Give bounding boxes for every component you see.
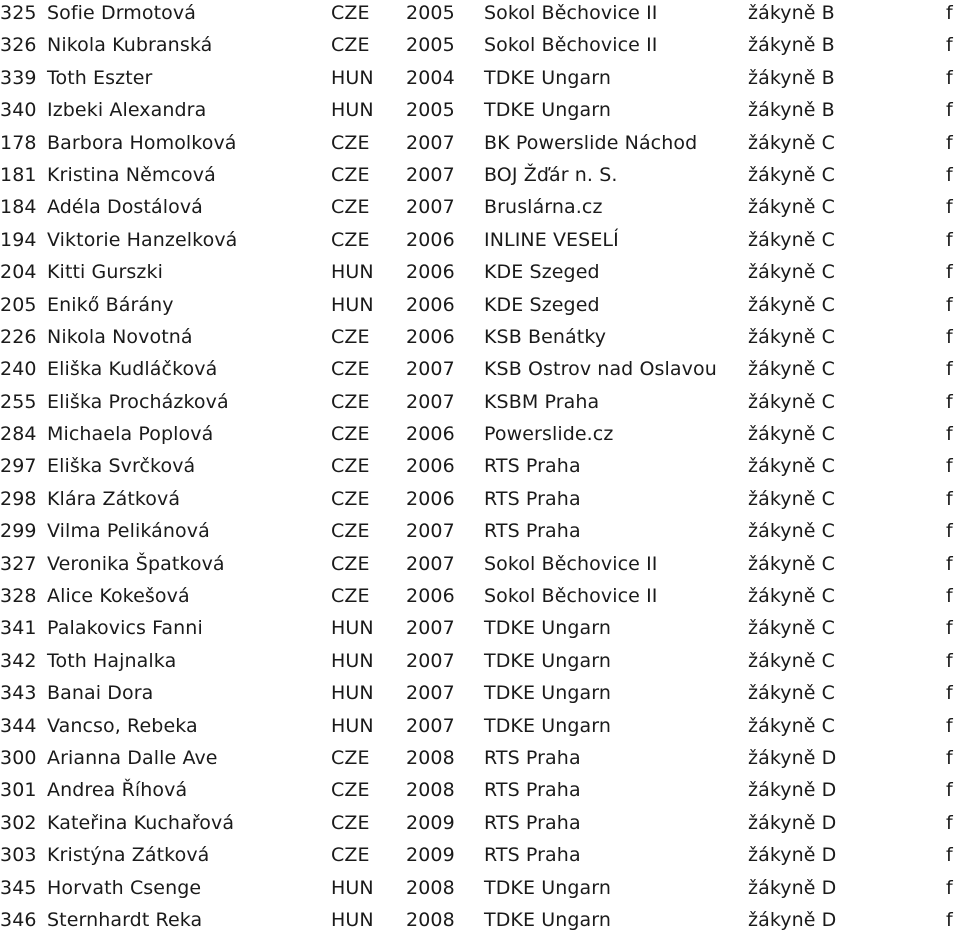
competitor-name: Sternhardt Reka (47, 908, 203, 931)
table-row (0, 810, 960, 842)
start-number: 181 (0, 163, 37, 186)
table-row (0, 162, 960, 194)
category: žákyně D (748, 779, 837, 802)
club-name: KSBM Praha (484, 390, 600, 413)
start-number: 300 (0, 746, 37, 769)
start-number: 339 (0, 66, 37, 89)
nationality: HUN (331, 99, 374, 122)
competitor-name: Sofie Drmotová (47, 2, 196, 24)
gender: f (946, 358, 953, 381)
gender: f (946, 196, 953, 219)
competitor-name: Nikola Novotná (47, 325, 193, 348)
start-number: 205 (0, 293, 37, 316)
competitor-name: Eliška Svrčková (47, 455, 196, 478)
table-row (0, 259, 960, 291)
club-name: Sokol Běchovice II (484, 34, 658, 57)
category: žákyně C (748, 228, 836, 251)
category: žákyně C (748, 682, 836, 705)
table-row (0, 583, 960, 615)
club-name: RTS Praha (484, 455, 581, 478)
start-number: 325 (0, 2, 37, 24)
birth-year: 2006 (406, 423, 455, 446)
category: žákyně B (748, 34, 835, 57)
start-number: 284 (0, 423, 37, 446)
start-number: 343 (0, 682, 37, 705)
table-row (0, 32, 960, 64)
gender: f (946, 876, 953, 899)
birth-year: 2007 (406, 196, 455, 219)
birth-year: 2006 (406, 261, 455, 284)
club-name: BOJ Žďár n. S. (484, 163, 618, 186)
club-name: TDKE Ungarn (484, 649, 612, 672)
birth-year: 2007 (406, 649, 455, 672)
nationality: CZE (331, 131, 370, 154)
birth-year: 2007 (406, 358, 455, 381)
category: žákyně C (748, 520, 836, 543)
birth-year: 2007 (406, 714, 455, 737)
table-row (0, 777, 960, 809)
category: žákyně D (748, 876, 837, 899)
nationality: CZE (331, 423, 370, 446)
gender: f (946, 552, 953, 575)
gender: f (946, 99, 953, 122)
birth-year: 2008 (406, 779, 455, 802)
club-name: RTS Praha (484, 487, 581, 510)
gender: f (946, 811, 953, 834)
nationality: HUN (331, 908, 374, 931)
gender: f (946, 779, 953, 802)
start-number: 328 (0, 585, 37, 608)
birth-year: 2006 (406, 455, 455, 478)
table-row (0, 713, 960, 745)
category: žákyně C (748, 131, 836, 154)
birth-year: 2008 (406, 876, 455, 899)
category: žákyně D (748, 811, 837, 834)
birth-year: 2007 (406, 163, 455, 186)
competitor-name: Vilma Pelikánová (47, 520, 210, 543)
nationality: HUN (331, 261, 374, 284)
competitor-name: Enikő Bárány (47, 293, 174, 316)
category: žákyně C (748, 196, 836, 219)
birth-year: 2005 (406, 99, 455, 122)
club-name: TDKE Ungarn (484, 908, 612, 931)
birth-year: 2007 (406, 131, 455, 154)
competitor-name: Vancso, Rebeka (47, 714, 198, 737)
club-name: KSB Ostrov nad Oslavou (484, 358, 717, 381)
competitor-name: Barbora Homolková (47, 131, 237, 154)
table-row (0, 292, 960, 324)
table-row (0, 453, 960, 485)
competitor-name: Nikola Kubranská (47, 34, 213, 57)
category: žákyně C (748, 455, 836, 478)
competitor-name: Andrea Říhová (47, 779, 188, 802)
club-name: TDKE Ungarn (484, 99, 612, 122)
competitor-name: Alice Kokešová (47, 585, 190, 608)
nationality: HUN (331, 682, 374, 705)
start-number: 178 (0, 131, 37, 154)
table-row (0, 842, 960, 874)
category: žákyně D (748, 746, 837, 769)
category: žákyně C (748, 358, 836, 381)
start-number: 327 (0, 552, 37, 575)
table-row (0, 389, 960, 421)
category: žákyně C (748, 261, 836, 284)
category: žákyně C (748, 423, 836, 446)
club-name: RTS Praha (484, 520, 581, 543)
start-number: 226 (0, 325, 37, 348)
table-row (0, 356, 960, 388)
table-row (0, 648, 960, 680)
nationality: CZE (331, 487, 370, 510)
category: žákyně C (748, 585, 836, 608)
gender: f (946, 908, 953, 931)
gender: f (946, 293, 953, 316)
nationality: HUN (331, 617, 374, 640)
nationality: CZE (331, 552, 370, 575)
club-name: TDKE Ungarn (484, 66, 612, 89)
gender: f (946, 2, 953, 24)
table-row (0, 227, 960, 259)
nationality: HUN (331, 714, 374, 737)
category: žákyně D (748, 908, 837, 931)
start-number: 342 (0, 649, 37, 672)
category: žákyně C (748, 649, 836, 672)
club-name: KSB Benátky (484, 325, 607, 348)
competitor-name: Banai Dora (47, 682, 154, 705)
table-row (0, 745, 960, 777)
birth-year: 2006 (406, 325, 455, 348)
category: žákyně C (748, 325, 836, 348)
gender: f (946, 228, 953, 251)
start-number: 303 (0, 844, 37, 867)
competitor-name: Eliška Kudláčková (47, 358, 218, 381)
club-name: TDKE Ungarn (484, 714, 612, 737)
club-name: RTS Praha (484, 746, 581, 769)
gender: f (946, 520, 953, 543)
competitor-name: Kristina Němcová (47, 163, 216, 186)
club-name: TDKE Ungarn (484, 682, 612, 705)
birth-year: 2006 (406, 228, 455, 251)
start-number: 346 (0, 908, 37, 931)
nationality: CZE (331, 844, 370, 867)
competitor-name: Viktorie Hanzelková (47, 228, 238, 251)
birth-year: 2009 (406, 844, 455, 867)
gender: f (946, 844, 953, 867)
club-name: RTS Praha (484, 844, 581, 867)
competitor-name: Adéla Dostálová (47, 196, 203, 219)
nationality: CZE (331, 358, 370, 381)
category: žákyně B (748, 99, 835, 122)
table-row (0, 194, 960, 226)
gender: f (946, 746, 953, 769)
birth-year: 2004 (406, 66, 455, 89)
gender: f (946, 487, 953, 510)
table-row (0, 615, 960, 647)
club-name: KDE Szeged (484, 293, 600, 316)
birth-year: 2005 (406, 2, 455, 24)
competitor-name: Klára Zátková (47, 487, 181, 510)
category: žákyně C (748, 163, 836, 186)
category: žákyně B (748, 2, 835, 24)
club-name: KDE Szeged (484, 261, 600, 284)
gender: f (946, 66, 953, 89)
gender: f (946, 261, 953, 284)
competitor-name: Palakovics Fanni (47, 617, 203, 640)
nationality: HUN (331, 66, 374, 89)
nationality: CZE (331, 779, 370, 802)
club-name: BK Powerslide Náchod (484, 131, 698, 154)
category: žákyně C (748, 714, 836, 737)
category: žákyně C (748, 552, 836, 575)
table-row (0, 97, 960, 129)
club-name: INLINE VESELÍ (484, 228, 619, 251)
table-row (0, 486, 960, 518)
start-number: 345 (0, 876, 37, 899)
nationality: CZE (331, 455, 370, 478)
competitor-name: Toth Hajnalka (47, 649, 177, 672)
start-number: 340 (0, 99, 37, 122)
birth-year: 2007 (406, 552, 455, 575)
start-number: 298 (0, 487, 37, 510)
nationality: CZE (331, 2, 370, 24)
competitor-name: Eliška Procházková (47, 390, 229, 413)
birth-year: 2006 (406, 585, 455, 608)
nationality: CZE (331, 585, 370, 608)
start-number: 204 (0, 261, 37, 284)
start-number: 240 (0, 358, 37, 381)
birth-year: 2007 (406, 390, 455, 413)
start-number: 302 (0, 811, 37, 834)
nationality: HUN (331, 649, 374, 672)
gender: f (946, 34, 953, 57)
start-number: 326 (0, 34, 37, 57)
competitor-name: Veronika Špatková (47, 552, 225, 575)
club-name: Sokol Běchovice II (484, 585, 658, 608)
start-number: 301 (0, 779, 37, 802)
table-row (0, 0, 960, 32)
club-name: TDKE Ungarn (484, 617, 612, 640)
gender: f (946, 423, 953, 446)
category: žákyně B (748, 66, 835, 89)
competitor-name: Izbeki Alexandra (47, 99, 207, 122)
club-name: RTS Praha (484, 779, 581, 802)
start-number: 299 (0, 520, 37, 543)
table-row (0, 518, 960, 550)
table-row (0, 907, 960, 939)
birth-year: 2008 (406, 908, 455, 931)
club-name: RTS Praha (484, 811, 581, 834)
competitor-name: Horvath Csenge (47, 876, 202, 899)
table-row (0, 324, 960, 356)
start-number: 341 (0, 617, 37, 640)
table-row (0, 421, 960, 453)
birth-year: 2005 (406, 34, 455, 57)
gender: f (946, 325, 953, 348)
table-row (0, 65, 960, 97)
table-row (0, 875, 960, 907)
gender: f (946, 163, 953, 186)
start-number: 184 (0, 196, 37, 219)
nationality: CZE (331, 163, 370, 186)
birth-year: 2006 (406, 487, 455, 510)
club-name: Sokol Běchovice II (484, 552, 658, 575)
birth-year: 2009 (406, 811, 455, 834)
club-name: Powerslide.cz (484, 423, 614, 446)
nationality: CZE (331, 196, 370, 219)
competitor-name: Arianna Dalle Ave (47, 746, 218, 769)
gender: f (946, 131, 953, 154)
birth-year: 2007 (406, 617, 455, 640)
nationality: HUN (331, 293, 374, 316)
category: žákyně D (748, 844, 837, 867)
category: žákyně C (748, 293, 836, 316)
table-row (0, 680, 960, 712)
nationality: CZE (331, 228, 370, 251)
gender: f (946, 714, 953, 737)
competitor-name: Michaela Poplová (47, 423, 214, 446)
competitor-name: Toth Eszter (47, 66, 153, 89)
club-name: TDKE Ungarn (484, 876, 612, 899)
start-number: 297 (0, 455, 37, 478)
category: žákyně C (748, 487, 836, 510)
table-row (0, 551, 960, 583)
gender: f (946, 585, 953, 608)
gender: f (946, 455, 953, 478)
birth-year: 2006 (406, 293, 455, 316)
birth-year: 2008 (406, 746, 455, 769)
gender: f (946, 682, 953, 705)
gender: f (946, 617, 953, 640)
category: žákyně C (748, 617, 836, 640)
category: žákyně C (748, 390, 836, 413)
competitor-name: Kateřina Kuchařová (47, 811, 235, 834)
nationality: CZE (331, 390, 370, 413)
gender: f (946, 649, 953, 672)
competitor-name: Kitti Gurszki (47, 261, 163, 284)
birth-year: 2007 (406, 520, 455, 543)
nationality: CZE (331, 520, 370, 543)
nationality: CZE (331, 746, 370, 769)
competitor-name: Kristýna Zátková (47, 844, 210, 867)
birth-year: 2007 (406, 682, 455, 705)
club-name: Sokol Běchovice II (484, 2, 658, 24)
gender: f (946, 390, 953, 413)
nationality: CZE (331, 325, 370, 348)
start-number: 255 (0, 390, 37, 413)
nationality: HUN (331, 876, 374, 899)
start-number: 344 (0, 714, 37, 737)
table-row (0, 130, 960, 162)
nationality: CZE (331, 811, 370, 834)
nationality: CZE (331, 34, 370, 57)
start-number: 194 (0, 228, 37, 251)
club-name: Bruslárna.cz (484, 196, 603, 219)
